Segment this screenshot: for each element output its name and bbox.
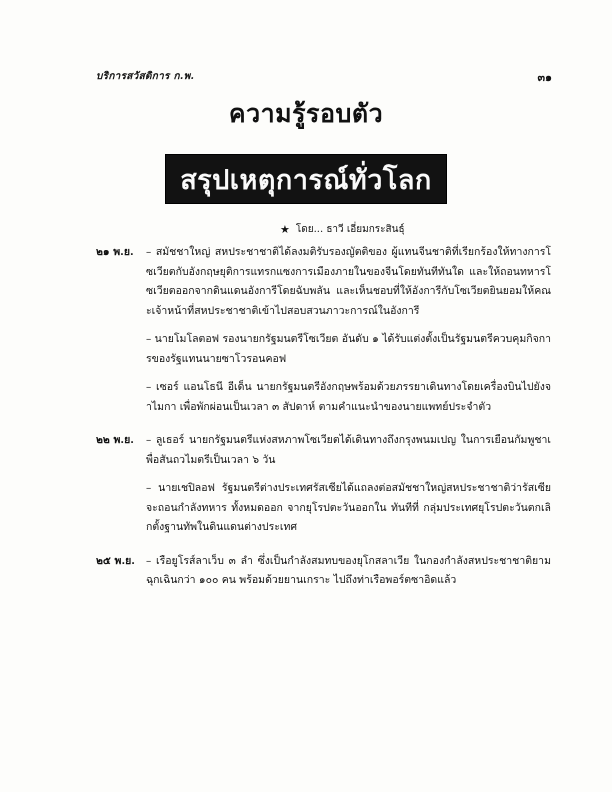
event-date: ๒๕ พ.ย. <box>96 554 135 567</box>
event-entry <box>96 330 551 369</box>
byline <box>280 222 405 237</box>
event-text: – สมัชชาใหญ่ สหประชาชาติได้ลงมติรับรองญัตติของ ผู้แทนจีนชาติที่เรียกร้องให้ทางการโซเวียตกับอังกฤษยุติการแทรกแซงการเมืองภายในของจีนโดยทันทีทันใด และให้ถอนทหารโซเวียตออกจากดินแดนอังการีโดยฉับพลัน และเห็นชอบที่ให้อังการีกับโซเวียตยินยอมให้คณะเจ้าหน้าที่สหประชาชาติเข้าไปสอบสวนภาวะการณ์ในอังการี <box>146 246 551 317</box>
event-entry <box>96 431 551 470</box>
star-icon: ★ <box>280 223 290 236</box>
page-number: ๓๑ <box>537 71 552 84</box>
event-text: – ลูเธอร์ นายกรัฐมนตรีแห่งสหภาพโซเวียตได้เดินทางถึงกรุงพนมเปญ ในการเยือนกัมพูชาเพื่อสันถวไมตรีเป็นเวลา ๖ วัน <box>146 434 551 466</box>
event-date: ๒๑ พ.ย. <box>96 246 134 258</box>
event-entry <box>96 243 551 321</box>
article-title-banner <box>166 155 446 203</box>
event-text: – นายโมโลตอฟ รองนายกรัฐมนตรีโซเวียต อันดับ ๑ ได้รับแต่งตั้งเป็นรัฐมนตรีควบคุมกิจการของรัฐแทนนายซาโวรอนคอฟ <box>146 333 551 365</box>
section-title: ความรู้รอบตัว <box>228 99 384 128</box>
running-header: บริการสวัสดิการ ก.พ. <box>96 71 195 82</box>
event-text: – เรือยูโรส์ลาเว็บ ๓ ลำ ซึ่งเป็นกำลังสมทบของยุโกสลาเวีย ในกองกำลังสหประชาชาติยามฉุกเฉินกว่า ๑๐๐ คน พร้อมด้วยยานเกราะ ไปถึงท่าเรือพอร์ตซาอิดแล้ว <box>146 554 551 586</box>
event-text: – เซอร์ แอนโธนี อีเด็น นายกรัฐมนตรีอังกฤษพร้อมด้วยภรรยาเดินทางโดยเครื่องบินไปยังจาไมกา เพื่อพักผ่อนเป็นเวลา ๓ สัปดาห์ ตามคำแนะนำของนายแพทย์ประจำตัว <box>146 381 551 413</box>
event-text: – นายเชปิลอฟ รัฐมนตรีต่างประเทศรัสเซียได้แถลงต่อสมัชชาใหญ่สหประชาชาติว่ารัสเซีย จะถอนกำลังทหาร ทั้งหมดออก จากยุโรปตะวันออกใน ทันทีที่ กลุ่มประเทศยุโรปตะวันตกเลิกตั้งฐานทัพในดินแดนต่างประเทศ <box>146 482 551 533</box>
author: โดย... ธาวี เอี่ยมกระสินธุ์ <box>295 224 405 235</box>
article-title: สรุปเหตุการณ์ทั่วโลก <box>180 164 432 196</box>
event-list <box>96 243 551 600</box>
event-entry <box>96 378 551 417</box>
event-entry <box>96 479 551 538</box>
event-date: ๒๒ พ.ย. <box>96 434 134 446</box>
event-entry <box>96 552 551 591</box>
